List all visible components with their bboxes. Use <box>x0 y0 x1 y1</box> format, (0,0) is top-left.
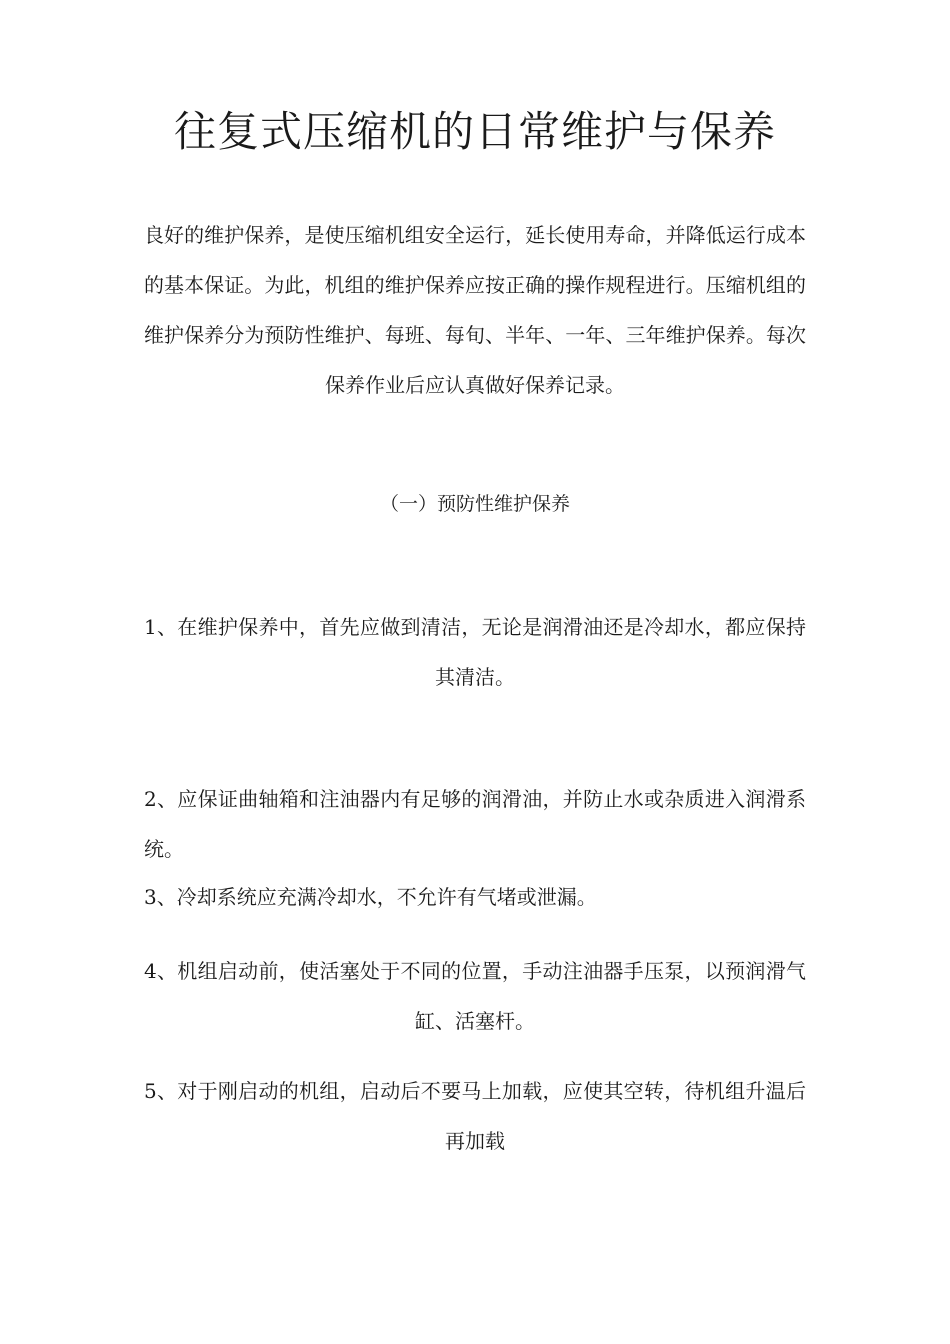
list-item-2: 2、应保证曲轴箱和注油器内有足够的润滑油，并防止水或杂质进入润滑系统。 <box>144 787 806 861</box>
list-item-3: 3、冷却系统应充满冷却水，不允许有气堵或泄漏。 <box>144 885 597 909</box>
section-heading: （一）预防性维护保养 <box>379 493 570 515</box>
list-item-1: 1、在维护保养中，首先应做到清洁，无论是润滑油还是冷却水，都应保持其清洁。 <box>144 615 806 689</box>
intro-paragraph: 良好的维护保养，是使压缩机组安全运行，延长使用寿命，并降低运行成本的基本保证。为此，机组的维护保养应按正确的操作规程进行。压缩机组的维护保养分为预防性维护、每班、每旬、半年、一年、三年维护保养。每次保养作业后应认真做好保养记录。 <box>144 223 806 397</box>
list-item-5: 5、对于刚启动的机组，启动后不要马上加载，应使其空转，待机组升温后再加载 <box>144 1079 806 1153</box>
list-item-4: 4、机组启动前，使活塞处于不同的位置，手动注油器手压泵，以预润滑气缸、活塞杆。 <box>144 959 806 1033</box>
document-title: 往复式压缩机的日常维护与保养 <box>173 107 776 156</box>
